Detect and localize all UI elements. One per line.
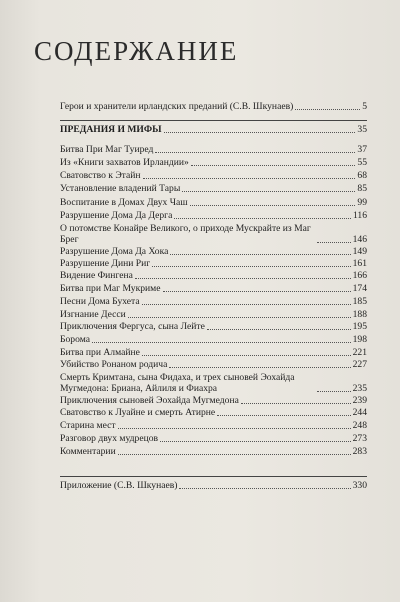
entry-page: 146 [352,234,367,245]
entry-page: 221 [352,347,367,358]
toc-entry [60,246,367,257]
entry-label: Установление владений Тары [60,183,181,194]
toc-entry [60,321,367,332]
entry-label: Герои и хранители ирландских преданий (С.В. Шкунаев) [60,101,294,112]
toc-entry-intro [60,101,367,112]
entry-label: Сватовство к Этайн [60,170,141,181]
toc-entry [60,347,367,358]
leader-dots [217,415,350,416]
section-label: ПРЕДАНИЯ И МИФЫ [60,124,162,135]
leader-dots [163,291,351,292]
entry-label: Воспитание в Домах Двух Чаш [60,197,188,208]
toc-entry [60,433,367,444]
toc-entry [60,407,367,418]
entry-label: Битва при Маг Мукриме [60,283,161,294]
leader-dots [295,109,360,110]
leader-dots [135,278,351,279]
toc-section-heading [60,124,367,135]
section-page: 35 [357,124,367,135]
toc-entry [60,420,367,431]
entry-label: Приложение (С.В. Шкунаев) [60,480,178,491]
entry-page: 283 [352,446,367,457]
entry-page: 185 [352,296,367,307]
entry-label: Разрушение Дома Да Дерга [60,210,173,221]
entry-label: Разрушение Дома Да Хока [60,246,169,257]
entry-page: 166 [352,270,367,281]
toc-entry [60,372,367,394]
entry-label: Убийство Ронаном родича [60,359,168,370]
entry-page: 188 [352,309,367,320]
leader-dots [142,304,351,305]
entry-label: Сватовство к Луайне и смерть Атирне [60,407,216,418]
leader-dots [118,428,351,429]
toc-entry [60,334,367,345]
entry-page: 244 [352,407,367,418]
entry-label: Комментарии [60,446,116,457]
entry-page: 37 [357,144,367,155]
leader-dots [174,218,351,219]
entry-page: 161 [352,258,367,269]
leader-dots [241,403,351,404]
entry-label: Разговор двух мудрецов [60,433,159,444]
toc-entry [60,395,367,406]
toc-entry-appendix [60,480,367,491]
entry-page: 248 [352,420,367,431]
leader-dots [191,165,356,166]
leader-dots [179,488,350,489]
entry-label: Из «Книги захватов Ирландии» [60,157,189,168]
leader-dots [142,355,351,356]
entry-page: 227 [352,359,367,370]
toc-entry [60,270,367,281]
entry-label: Битва При Маг Туиред [60,144,154,155]
toc-entry [60,309,367,320]
leader-dots [92,342,351,343]
entry-label: Смерть Кримтана, сына Фидаха, и трех сыновей Эохайда Мугмедона: Бриана, Айлиля и Фиахра [60,372,295,394]
entry-label: Песни Дома Бухета [60,296,140,307]
toc-entry [60,258,367,269]
entry-page: 273 [352,433,367,444]
leader-dots [143,178,356,179]
entry-page: 195 [352,321,367,332]
leader-dots [160,441,351,442]
entry-label: Видение Фингена [60,270,133,281]
entry-page: 68 [357,170,367,181]
entry-label: Битва при Алмайне [60,347,140,358]
leader-dots [164,132,356,133]
toc-entry [60,210,367,221]
toc-entry [60,223,367,245]
toc-entry [60,144,367,155]
leader-dots [155,152,355,153]
entry-page: 55 [357,157,367,168]
entry-label: Изгнание Десси [60,309,126,320]
entry-label: Приключения сыновей Эохайда Мугмедона [60,395,239,406]
leader-dots [190,205,356,206]
entry-label: О потомстве Конайре Великого, о приходе Мускрайте из Маг Брег [60,223,311,245]
leader-dots [118,454,351,455]
leader-dots [128,317,351,318]
entry-label: Разрушение Дини Риг [60,258,151,269]
toc-entry [60,197,367,208]
entry-page: 116 [352,210,367,221]
toc-entry [60,446,367,457]
entry-page: 99 [357,197,367,208]
leader-dots [170,254,350,255]
entry-page: 85 [357,183,367,194]
entry-label: Приключения Фергуса, сына Лейте [60,321,205,332]
entry-page: 5 [362,101,367,112]
section-rule [60,120,367,121]
toc-entry [60,359,367,370]
leader-dots [169,367,350,368]
toc-entry [60,283,367,294]
toc-entry [60,296,367,307]
show-through-text [160,508,360,553]
leader-dots [182,191,355,192]
entry-page: 330 [352,480,367,491]
entry-page: 198 [352,334,367,345]
toc-entry [60,157,367,168]
entry-label: Борома [60,334,90,345]
entry-page: 149 [352,246,367,257]
leader-dots [152,266,350,267]
page-title: СОДЕРЖАНИЕ [34,36,239,66]
leader-dots [317,391,351,392]
entry-label: Старина мест [60,420,116,431]
entry-page: 174 [352,283,367,294]
toc-entry [60,183,367,194]
appendix-rule [60,476,367,477]
entry-page: 239 [352,395,367,406]
leader-dots [317,242,351,243]
toc-entry [60,170,367,181]
leader-dots [207,329,351,330]
entry-page: 235 [352,383,367,394]
